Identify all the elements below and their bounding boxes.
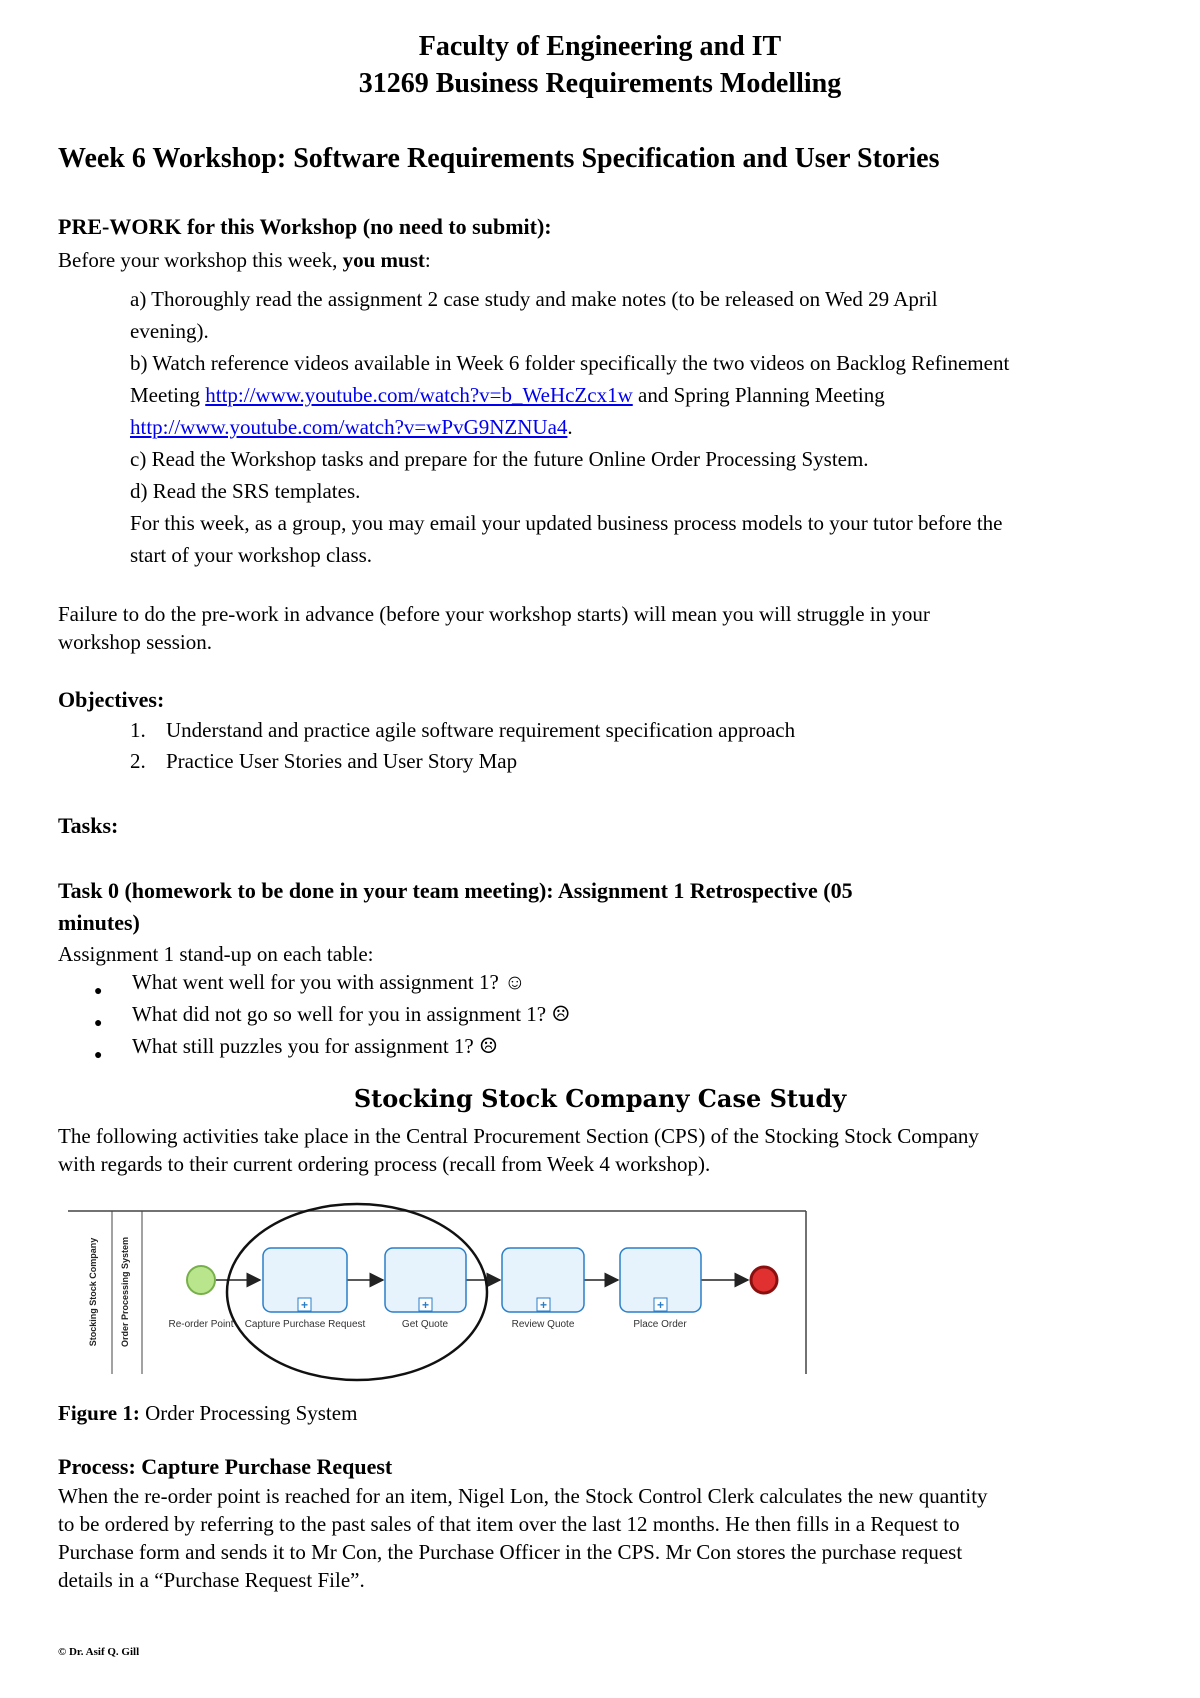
process-text-line: details in a “Purchase Request File”. [58, 1568, 365, 1592]
objective-number: 1. [130, 718, 146, 742]
standup-text: Assignment 1 stand-up on each table: [58, 942, 374, 966]
bullet-text: What did not go so well for you in assignment 1? ☹ [132, 1002, 571, 1026]
bullet-text: What went well for you with assignment 1? ☺ [132, 970, 526, 994]
list-item [0, 1030, 1200, 1062]
objectives-heading: Objectives: [58, 687, 165, 712]
task0-heading-cont: minutes) [58, 910, 140, 935]
backlog-video-link[interactable]: http://www.youtube.com/watch?v=b_WeHcZcx1w [205, 383, 633, 407]
objective-item [0, 714, 1200, 746]
svg-text:+: + [656, 1298, 665, 1312]
copyright-footer: © Dr. Asif Q. Gill [58, 1646, 140, 1658]
prework-item-b-cont: Meeting http://www.youtube.com/watch?v=b_WeHcZcx1w and Spring Planning Meeting [130, 383, 885, 407]
lane-label: Order Processing System [120, 1236, 130, 1348]
svg-text:+: + [300, 1298, 309, 1312]
prework-heading: PRE-WORK for this Workshop (no need to submit): [58, 214, 552, 239]
process-text-line: Purchase form and sends it to Mr Con, the Purchase Officer in the CPS. Mr Con stores the purchase request [58, 1540, 963, 1564]
prework-item-a: a) Thoroughly read the assignment 2 case study and make notes (to be released on Wed 29 April [130, 287, 938, 311]
prework-intro: Before your workshop this week, you must: [58, 248, 431, 272]
svg-text:+: + [539, 1298, 548, 1312]
faculty-title: Faculty of Engineering and IT [418, 31, 782, 62]
task-label: Get Quote [401, 1319, 449, 1330]
bullet-icon: ● [94, 1048, 103, 1063]
failure-note-cont: workshop session. [58, 630, 213, 654]
prework-item-d: d) Read the SRS templates. [130, 479, 361, 503]
prework-note-cont: start of your workshop class. [130, 543, 373, 567]
task-label: Review Quote [511, 1319, 575, 1330]
objective-text: Practice User Stories and User Story Map [166, 749, 518, 773]
prework-item-b: b) Watch reference videos available in Week 6 folder specifically the two videos on Backlog Refinement [130, 351, 1010, 375]
bullet-text: What still puzzles you for assignment 1? ☹ [132, 1034, 498, 1058]
case-study-title: Stocking Stock Company Case Study [353, 1084, 847, 1113]
process-text-line: to be ordered by referring to the past sales of that item over the last 12 months. He then fills in a Request to [58, 1512, 960, 1536]
task0-heading: Task 0 (homework to be done in your team meeting): Assignment 1 Retrospective (05 [58, 878, 853, 903]
objective-item [0, 745, 1200, 777]
pool-label: Stocking Stock Company [88, 1237, 98, 1347]
start-event-label: Re-order Point [168, 1319, 234, 1330]
bullet-icon: ● [94, 984, 103, 999]
planning-video-link[interactable]: http://www.youtube.com/watch?v=wPvG9NZNUa4 [130, 415, 568, 439]
task-label: Place Order [633, 1319, 687, 1330]
prework-note: For this week, as a group, you may email your updated business process models to your tutor before the [130, 511, 1003, 535]
prework-item-c: c) Read the Workshop tasks and prepare for the future Online Order Processing System. [130, 447, 869, 471]
order-processing-diagram [0, 1190, 1200, 1410]
case-study-intro: The following activities take place in the Central Procurement Section (CPS) of the Stocking Stock Company [58, 1124, 979, 1148]
start-event [187, 1266, 215, 1294]
page-title: Week 6 Workshop: Software Requirements Specification and User Stories [58, 143, 940, 174]
objective-text: Understand and practice agile software requirement specification approach [166, 718, 796, 742]
case-study-intro-cont: with regards to their current ordering process (recall from Week 4 workshop). [58, 1152, 711, 1176]
process-text-line: When the re-order point is reached for an item, Nigel Lon, the Stock Control Clerk calculates the new quantity [58, 1484, 988, 1508]
tasks-heading: Tasks: [58, 813, 119, 838]
end-event [751, 1267, 777, 1293]
list-item [0, 966, 1200, 998]
list-item [0, 998, 1200, 1030]
task-label: Capture Purchase Request [244, 1319, 366, 1330]
failure-note: Failure to do the pre-work in advance (before your workshop starts) will mean you will struggle in your [58, 602, 930, 626]
subject-title: 31269 Business Requirements Modelling [358, 68, 842, 99]
objective-number: 2. [130, 749, 146, 773]
prework-item-b-link2: http://www.youtube.com/watch?v=wPvG9NZNUa4. [130, 415, 573, 439]
process-heading: Process: Capture Purchase Request [58, 1454, 393, 1479]
prework-item-a-cont: evening). [130, 319, 209, 343]
bullet-icon: ● [94, 1016, 103, 1031]
figure-caption: Figure 1: Order Processing System [58, 1401, 358, 1425]
svg-text:+: + [421, 1298, 430, 1312]
